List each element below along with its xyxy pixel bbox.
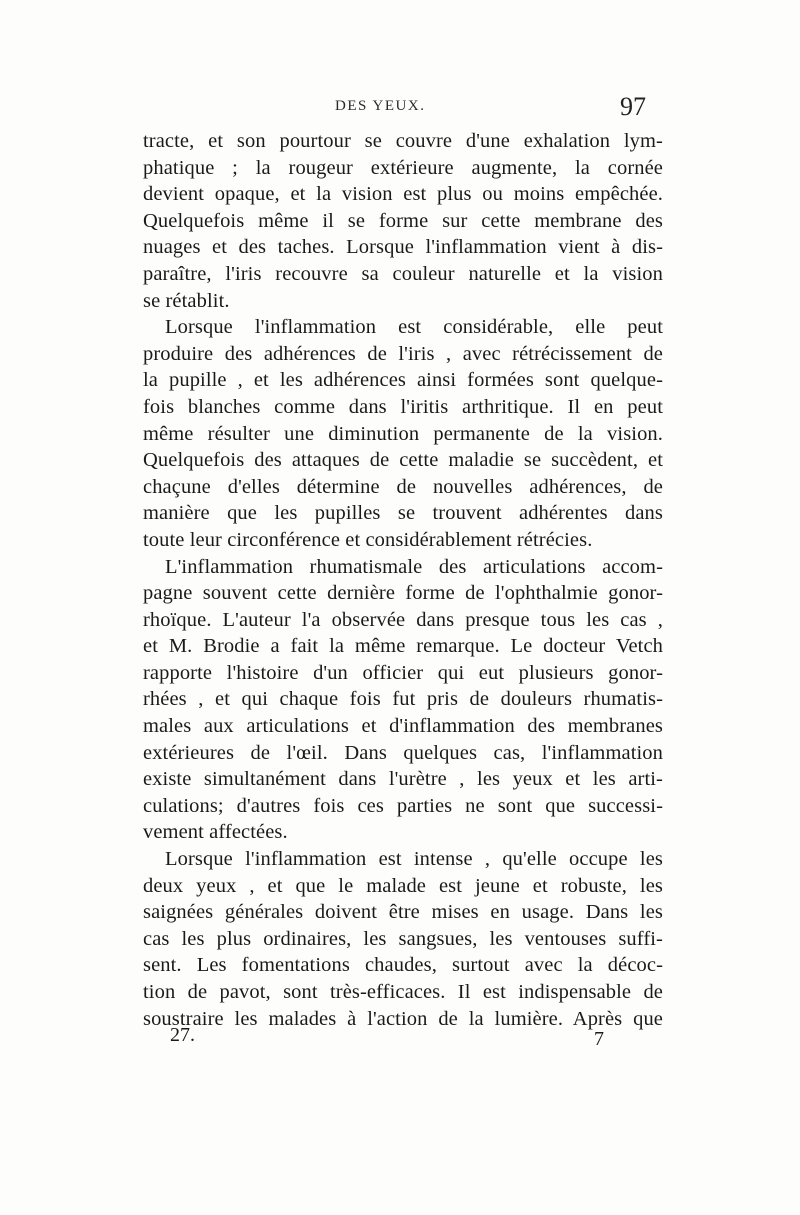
signature-mark: 27.	[170, 1024, 195, 1046]
text-line: sent. Les fomentations chaudes, surtout avec la décoc-	[143, 954, 663, 977]
page-number: 97	[620, 92, 646, 121]
signature-number: 7	[594, 1028, 604, 1050]
text-line: soustraire les malades à l'action de la lumière. Après que	[143, 1007, 663, 1030]
text-line: pagne souvent cette dernière forme de l'ophthalmie gonor-	[143, 582, 663, 605]
text-line: Lorsque l'inflammation est intense , qu'elle occupe les	[165, 848, 663, 871]
running-head	[0, 92, 800, 122]
text-line: produire des adhérences de l'iris , avec rétrécissement de	[143, 342, 663, 365]
text-line: saignées générales doivent être mises en usage. Dans les	[143, 901, 663, 924]
text-line: et M. Brodie a fait la même remarque. Le docteur Vetch	[143, 635, 663, 658]
text-line: tion de pavot, sont très-efficaces. Il est indispensable de	[143, 981, 663, 1003]
text-line: tracte, et son pourtour se couvre d'une exhalation lym-	[143, 130, 663, 152]
text-line: se rétablit.	[143, 289, 230, 312]
text-line: cas les plus ordinaires, les sangsues, les ventouses suffi-	[143, 927, 663, 950]
text-line: toute leur circonférence et considérablement rétrécies.	[143, 528, 593, 551]
text-line: existe simultanément dans l'urètre , les yeux et les arti-	[143, 768, 663, 791]
text-line: culations; d'autres fois ces parties ne sont que successi-	[143, 794, 663, 817]
text-line: males aux articulations et d'inflammation des membranes	[143, 715, 663, 738]
page-footer	[0, 1024, 800, 1054]
running-title: DES YEUX.	[335, 98, 426, 114]
text-line: extérieures de l'œil. Dans quelques cas, l'inflammation	[143, 741, 663, 764]
text-line: rhoïque. L'auteur l'a observée dans presque tous les cas ,	[143, 608, 663, 631]
text-line: nuages et des taches. Lorsque l'inflammation vient à dis-	[143, 236, 663, 259]
text-line: devient opaque, et la vision est plus ou moins empêchée.	[143, 183, 663, 206]
text-line: Quelquefois même il se forme sur cette membrane des	[143, 209, 663, 232]
text-line: chaçune d'elles détermine de nouvelles adhérences, de	[143, 475, 663, 498]
text-line: la pupille , et les adhérences ainsi formées sont quelque-	[143, 369, 663, 392]
text-line: vement affectées.	[143, 821, 288, 844]
text-line: phatique ; la rougeur extérieure augmente, la cornée	[143, 156, 663, 179]
text-line: deux yeux , et que le malade est jeune et robuste, les	[143, 874, 663, 897]
text-line: rapporte l'histoire d'un officier qui eut plusieurs gonor-	[143, 661, 663, 684]
text-line: même résulter une diminution permanente de la vision.	[143, 422, 663, 445]
text-line: Quelquefois des attaques de cette maladie se succèdent, et	[143, 449, 663, 472]
body-text	[143, 128, 663, 1032]
text-line: rhées , et qui chaque fois fut pris de douleurs rhumatis-	[143, 688, 663, 711]
text-line: manière que les pupilles se trouvent adhérentes dans	[143, 502, 663, 525]
text-line: fois blanches comme dans l'iritis arthritique. Il en peut	[143, 395, 663, 418]
text-line: Lorsque l'inflammation est considérable, elle peut	[165, 316, 663, 339]
text-line: paraître, l'iris recouvre sa couleur naturelle et la vision	[143, 262, 663, 285]
text-line: L'inflammation rhumatismale des articulations accom-	[165, 555, 663, 578]
